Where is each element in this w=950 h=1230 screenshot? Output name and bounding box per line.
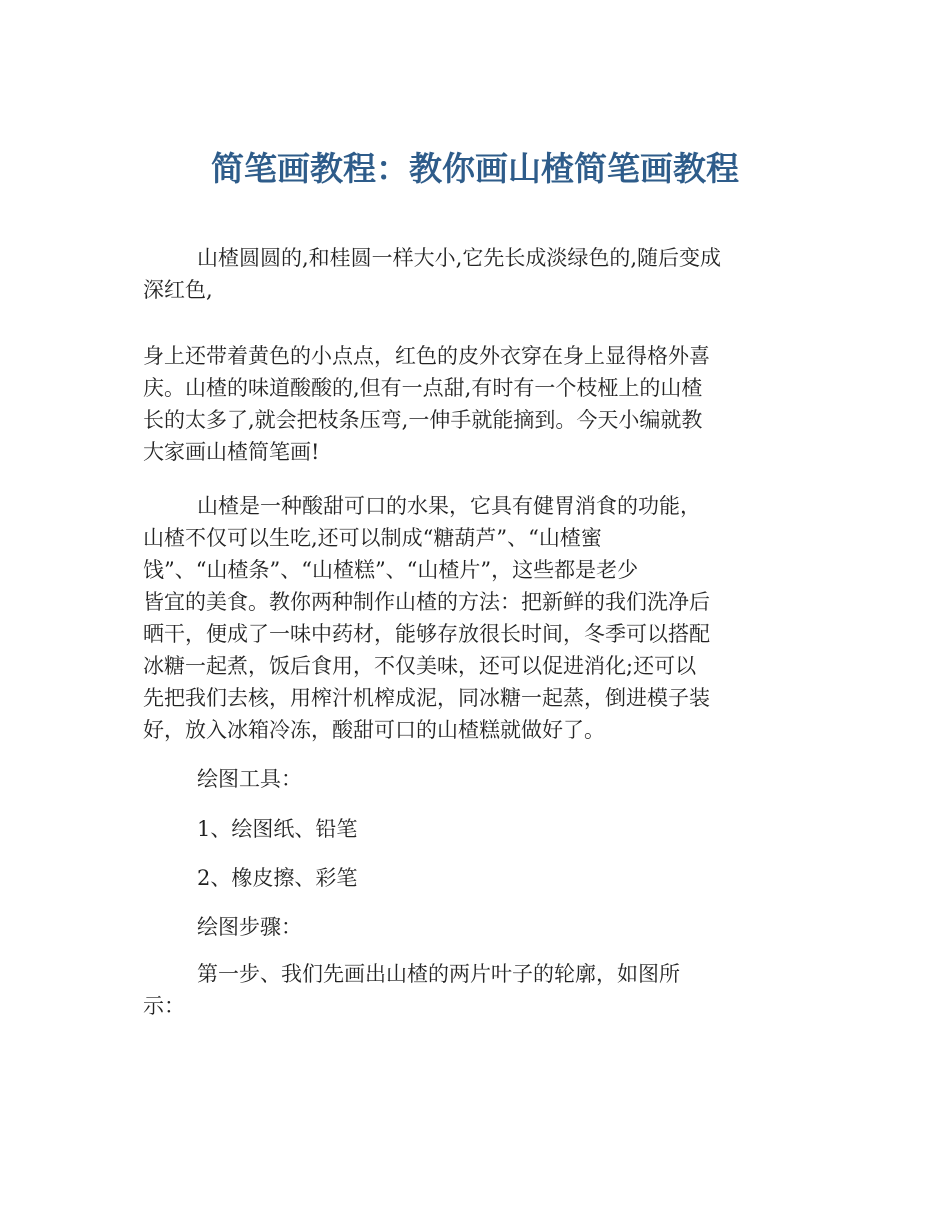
tools-heading: [143, 763, 813, 795]
paragraph-line: 深红色,: [143, 278, 213, 302]
paragraph-line: 先把我们去核，用榨汁机榨成泥，同冰糖一起蒸，倒进模子装: [143, 686, 710, 710]
tool-item-2: [143, 862, 813, 894]
paragraph-line: 晒干，便成了一味中药材，能够存放很长时间，冬季可以搭配: [143, 622, 710, 646]
step-line: 示：: [143, 994, 185, 1018]
paragraph-description: [143, 340, 813, 468]
tool-item-1: [143, 813, 813, 845]
step-1: [143, 958, 813, 1022]
paragraph-line: 山楂圆圆的,和桂圆一样大小,它先长成淡绿色的,随后变成: [197, 246, 722, 270]
paragraph-line: 皆宜的美食。教你两种制作山楂的方法：把新鲜的我们洗净后: [143, 590, 710, 614]
paragraph-line: 大家画山楂简笔画!: [143, 440, 320, 464]
step-line: 第一步、我们先画出山楂的两片叶子的轮廓，如图所: [197, 962, 680, 986]
paragraph-uses: [143, 490, 813, 746]
paragraph-line: 冰糖一起煮，饭后食用，不仅美味，还可以促进消化;还可以: [143, 654, 697, 678]
tools-heading-text: 绘图工具：: [197, 767, 302, 791]
steps-heading: [143, 911, 813, 943]
steps-heading-text: 绘图步骤：: [197, 915, 302, 939]
paragraph-line: 饯”、“山楂条”、“山楂糕”、“山楂片”，这些都是老少: [143, 558, 639, 582]
paragraph-line: 身上还带着黄色的小点点，红色的皮外衣穿在身上显得格外喜: [143, 344, 710, 368]
tool-item-text: 2、橡皮擦、彩笔: [197, 866, 358, 890]
paragraph-line: 庆。山楂的味道酸酸的,但有一点甜,有时有一个枝桠上的山楂: [143, 376, 703, 400]
paragraph-line: 长的太多了,就会把枝条压弯,一伸手就能摘到。今天小编就教: [143, 408, 703, 432]
paragraph-line: 山楂是一种酸甜可口的水果，它具有健胃消食的功能，: [197, 494, 701, 518]
tool-item-text: 1、绘图纸、铅笔: [197, 817, 358, 841]
paragraph-line: 山楂不仅可以生吃,还可以制成“糖葫芦”、“山楂蜜: [143, 526, 602, 550]
document-title: 简笔画教程：教你画山楂简笔画教程: [211, 149, 739, 188]
paragraph-line: 好，放入冰箱冷冻，酸甜可口的山楂糕就做好了。: [143, 718, 605, 742]
paragraph-intro: [143, 242, 813, 306]
